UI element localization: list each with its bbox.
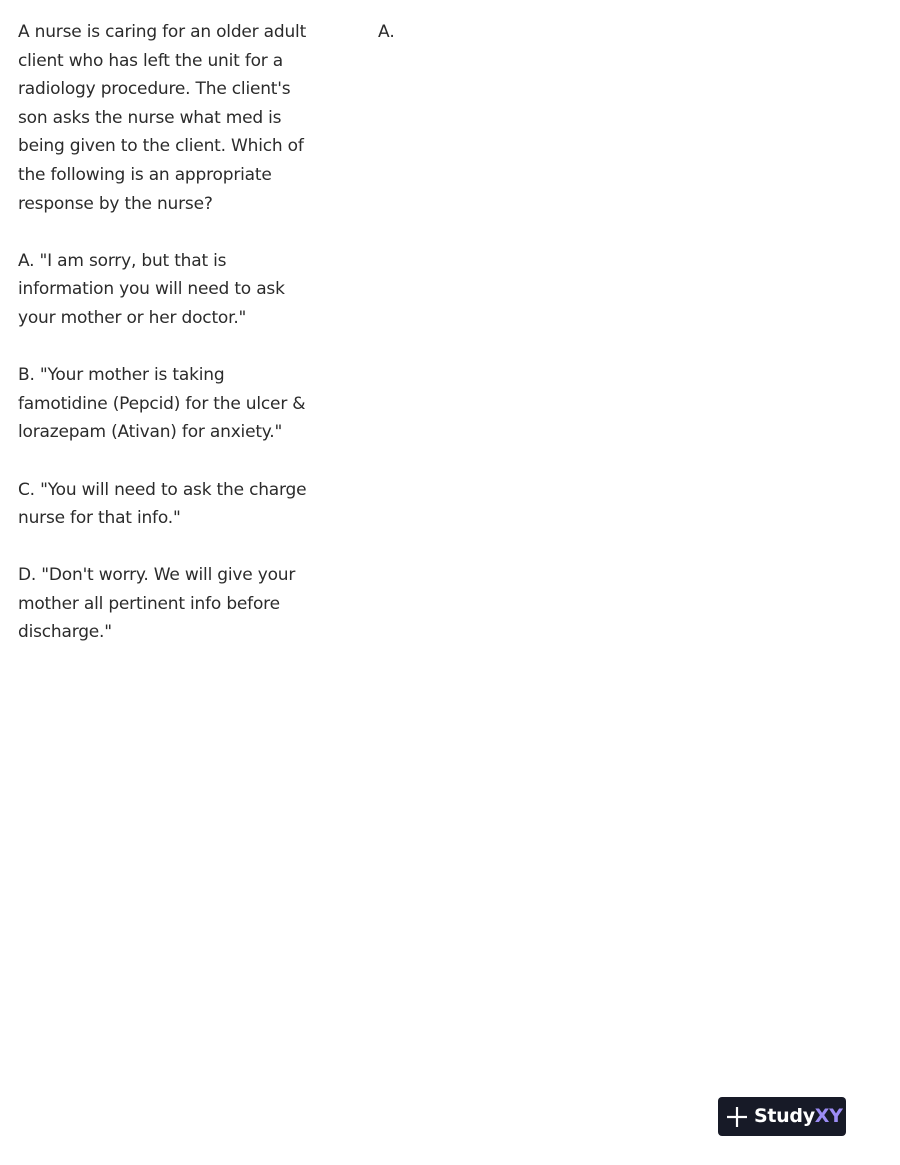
option-d: D. "Don't worry. We will give your mother all pertinent info before discharge." bbox=[18, 565, 296, 643]
studyxy-logo bbox=[718, 1097, 846, 1136]
option-c: C. "You will need to ask the charge nurse for that info." bbox=[18, 479, 307, 529]
logo-word: Study bbox=[754, 1105, 815, 1127]
question-stem: A nurse is caring for an older adult client who has left the unit for a radiology procedure. The client's son asks the nurse what med is being given to the client. Which of the following is an appropriate response by the nurse? bbox=[18, 22, 307, 214]
option-a: A. "I am sorry, but that is information you will need to ask your mother or her doctor." bbox=[18, 250, 285, 328]
answer-text: A. bbox=[378, 22, 395, 42]
plus-icon bbox=[726, 1106, 748, 1128]
question-column bbox=[18, 18, 318, 647]
logo-accent: XY bbox=[814, 1105, 843, 1127]
option-b: B. "Your mother is taking famotidine (Pepcid) for the ulcer & lorazepam (Ativan) for anxiety." bbox=[18, 365, 306, 443]
logo-text bbox=[754, 1097, 843, 1136]
